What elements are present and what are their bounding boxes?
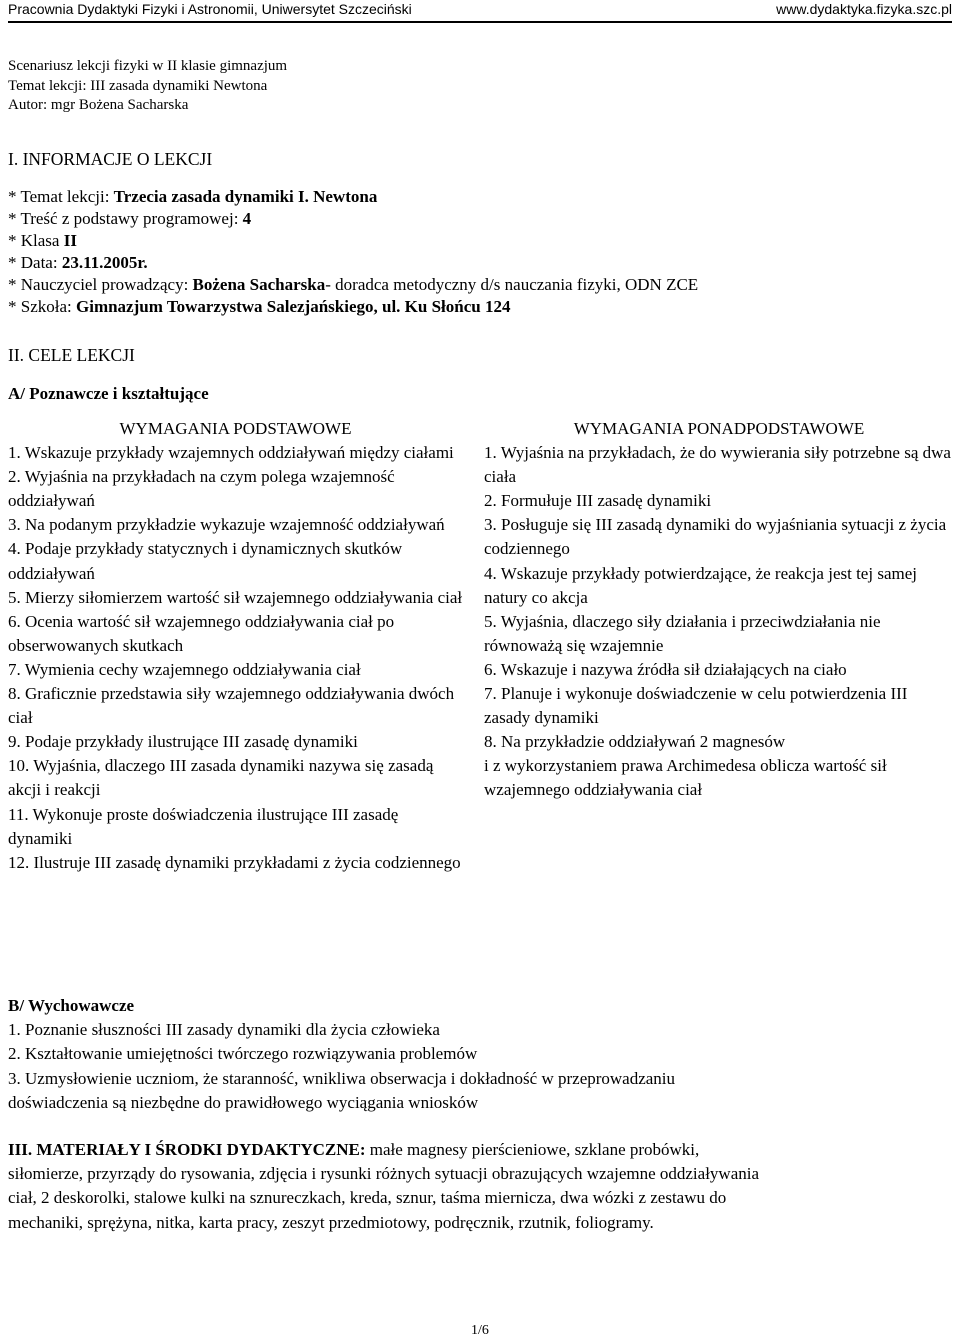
list-item: 5. Wyjaśnia, dlaczego siły działania i przeciwdziałania nie równoważą się wzajemnie [484, 611, 881, 655]
list-item: 1. Wskazuje przykłady wzajemnych oddziaływań między ciałami [8, 443, 454, 463]
list-item: 6. Wskazuje i nazywa źródła sił działających na ciało [484, 659, 847, 679]
meta-author: Autor: mgr Bożena Sacharska [8, 97, 189, 113]
list-item: 1. Poznanie słuszności III zasady dynamiki dla życia człowieka [8, 1020, 440, 1040]
section-3-title: III. MATERIAŁY I ŚRODKI DYDAKTYCZNE: [8, 1140, 366, 1159]
info-topic: * Temat lekcji: Trzecia zasada dynamiki I. Newtona [8, 187, 378, 206]
section-2-title: II. CELE LEKCJI [8, 345, 135, 365]
page-header [8, 0, 952, 20]
header-divider [8, 21, 952, 23]
header-url[interactable]: www.dydaktyka.fizyka.szc.pl [776, 1, 952, 17]
materials-line: mechaniki, sprężyna, nitka, karta pracy, zeszyt przedmiotowy, podręcznik, rzutnik, foliogramy. [8, 1212, 654, 1232]
list-item: 6. Ocenia wartość sił wzajemnego oddziaływania ciał po obserwowanych skutkach [8, 611, 395, 655]
list-item: 10. Wyjaśnia, dlaczego III zasada dynamiki nazywa się zasadą akcji i reakcji [8, 756, 434, 800]
list-item: 3. Posługuje się III zasadą dynamiki do wyjaśniania sytuacji z życia codziennego [484, 515, 947, 559]
advanced-requirements-heading: WYMAGANIA PONADPODSTAWOWE [573, 419, 865, 438]
info-date: * Data: 23.11.2005r. [8, 253, 148, 272]
list-item: 1. Wyjaśnia na przykładach, że do wywierania siły potrzebne są dwa ciała [484, 443, 951, 487]
info-teacher: * Nauczyciel prowadzący: Bożena Sacharska- doradca metodyczny d/s nauczania fizyki, ODN ZCE [8, 275, 699, 294]
list-item: 8. Na przykładzie oddziaływań 2 magnesów [484, 732, 786, 752]
basic-requirements [8, 417, 463, 875]
list-item: doświadczenia są niezbędne do prawidłowego wyciągania wniosków [8, 1092, 479, 1112]
list-item: 11. Wykonuje proste doświadczenia ilustrujące III zasadę dynamiki [8, 804, 399, 848]
meta-scenario: Scenariusz lekcji fizyki w II klasie gimnazjum [8, 58, 288, 74]
list-item: 2. Kształtowanie umiejętności twórczego rozwiązywania problemów [8, 1044, 478, 1064]
list-item: 4. Wskazuje przykłady potwierdzające, że reakcja jest tej samej natury co akcja [484, 563, 917, 607]
list-item: 9. Podaje przykłady ilustrujące III zasadę dynamiki [8, 732, 358, 752]
info-school: * Szkoła: Gimnazjum Towarzystwa Salezjańskiego, ul. Ku Słońcu 124 [8, 297, 511, 316]
subsection-b-title: B/ Wychowawcze [8, 996, 135, 1015]
materials-line: siłomierze, przyrządy do rysowania, zdjęcia i rysunki różnych sytuacji obrazujących wzajemne oddziaływania [8, 1164, 760, 1184]
list-item: 5. Mierzy siłomierzem wartość sił wzajemnego oddziaływania ciał [8, 587, 463, 607]
list-item: 4. Podaje przykłady statycznych i dynamicznych skutków oddziaływań [8, 539, 403, 583]
educational-goals [8, 994, 675, 1115]
list-item: 8. Graficznie przedstawia siły wzajemnego oddziaływania dwóch ciał [8, 684, 455, 728]
list-item: 7. Planuje i wykonuje doświadczenie w celu potwierdzenia III zasady dynamiki [484, 684, 908, 728]
materials-line: ciał, 2 deskorolki, stalowe kulki na sznureczkach, kreda, sznur, taśma miernicza, dwa wózki z zestawu do [8, 1188, 727, 1208]
subsection-a-title: A/ Poznawcze i kształtujące [8, 384, 209, 403]
list-item: 7. Wymienia cechy wzajemnego oddziaływania ciał [8, 659, 361, 679]
info-curriculum: * Treść z podstawy programowej: 4 [8, 209, 252, 228]
info-class: * Klasa II [8, 231, 77, 250]
list-item: 3. Na podanym przykładzie wykazuje wzajemność oddziaływań [8, 515, 445, 535]
lesson-info [8, 186, 698, 318]
list-item: 3. Uzmysłowienie uczniom, że staranność, wnikliwa obserwacja i dokładność w przeprowadzaniu [8, 1068, 676, 1088]
header-institution: Pracownia Dydaktyki Fizyki i Astronomii, Uniwersytet Szczeciński [8, 1, 412, 17]
advanced-requirements [484, 417, 954, 803]
materials-line: III. MATERIAŁY I ŚRODKI DYDAKTYCZNE: małe magnesy pierścieniowe, szklane probówki, [8, 1140, 700, 1159]
lesson-meta [8, 57, 287, 116]
list-item: 2. Wyjaśnia na przykładach na czym polega wzajemność oddziaływań [8, 467, 395, 511]
list-item: i z wykorzystaniem prawa Archimedesa oblicza wartość sił wzajemnego oddziaływania ciał [484, 756, 887, 800]
basic-requirements-heading: WYMAGANIA PODSTAWOWE [119, 419, 352, 438]
materials-section [8, 1138, 953, 1235]
list-item: 12. Ilustruje III zasadę dynamiki przykładami z życia codziennego [8, 852, 461, 872]
section-1-title: I. INFORMACJE O LEKCJI [8, 149, 213, 169]
meta-topic: Temat lekcji: III zasada dynamiki Newtona [8, 77, 268, 94]
list-item: 2. Formułuje III zasadę dynamiki [484, 491, 712, 511]
page-number: 1/6 [471, 1323, 489, 1338]
